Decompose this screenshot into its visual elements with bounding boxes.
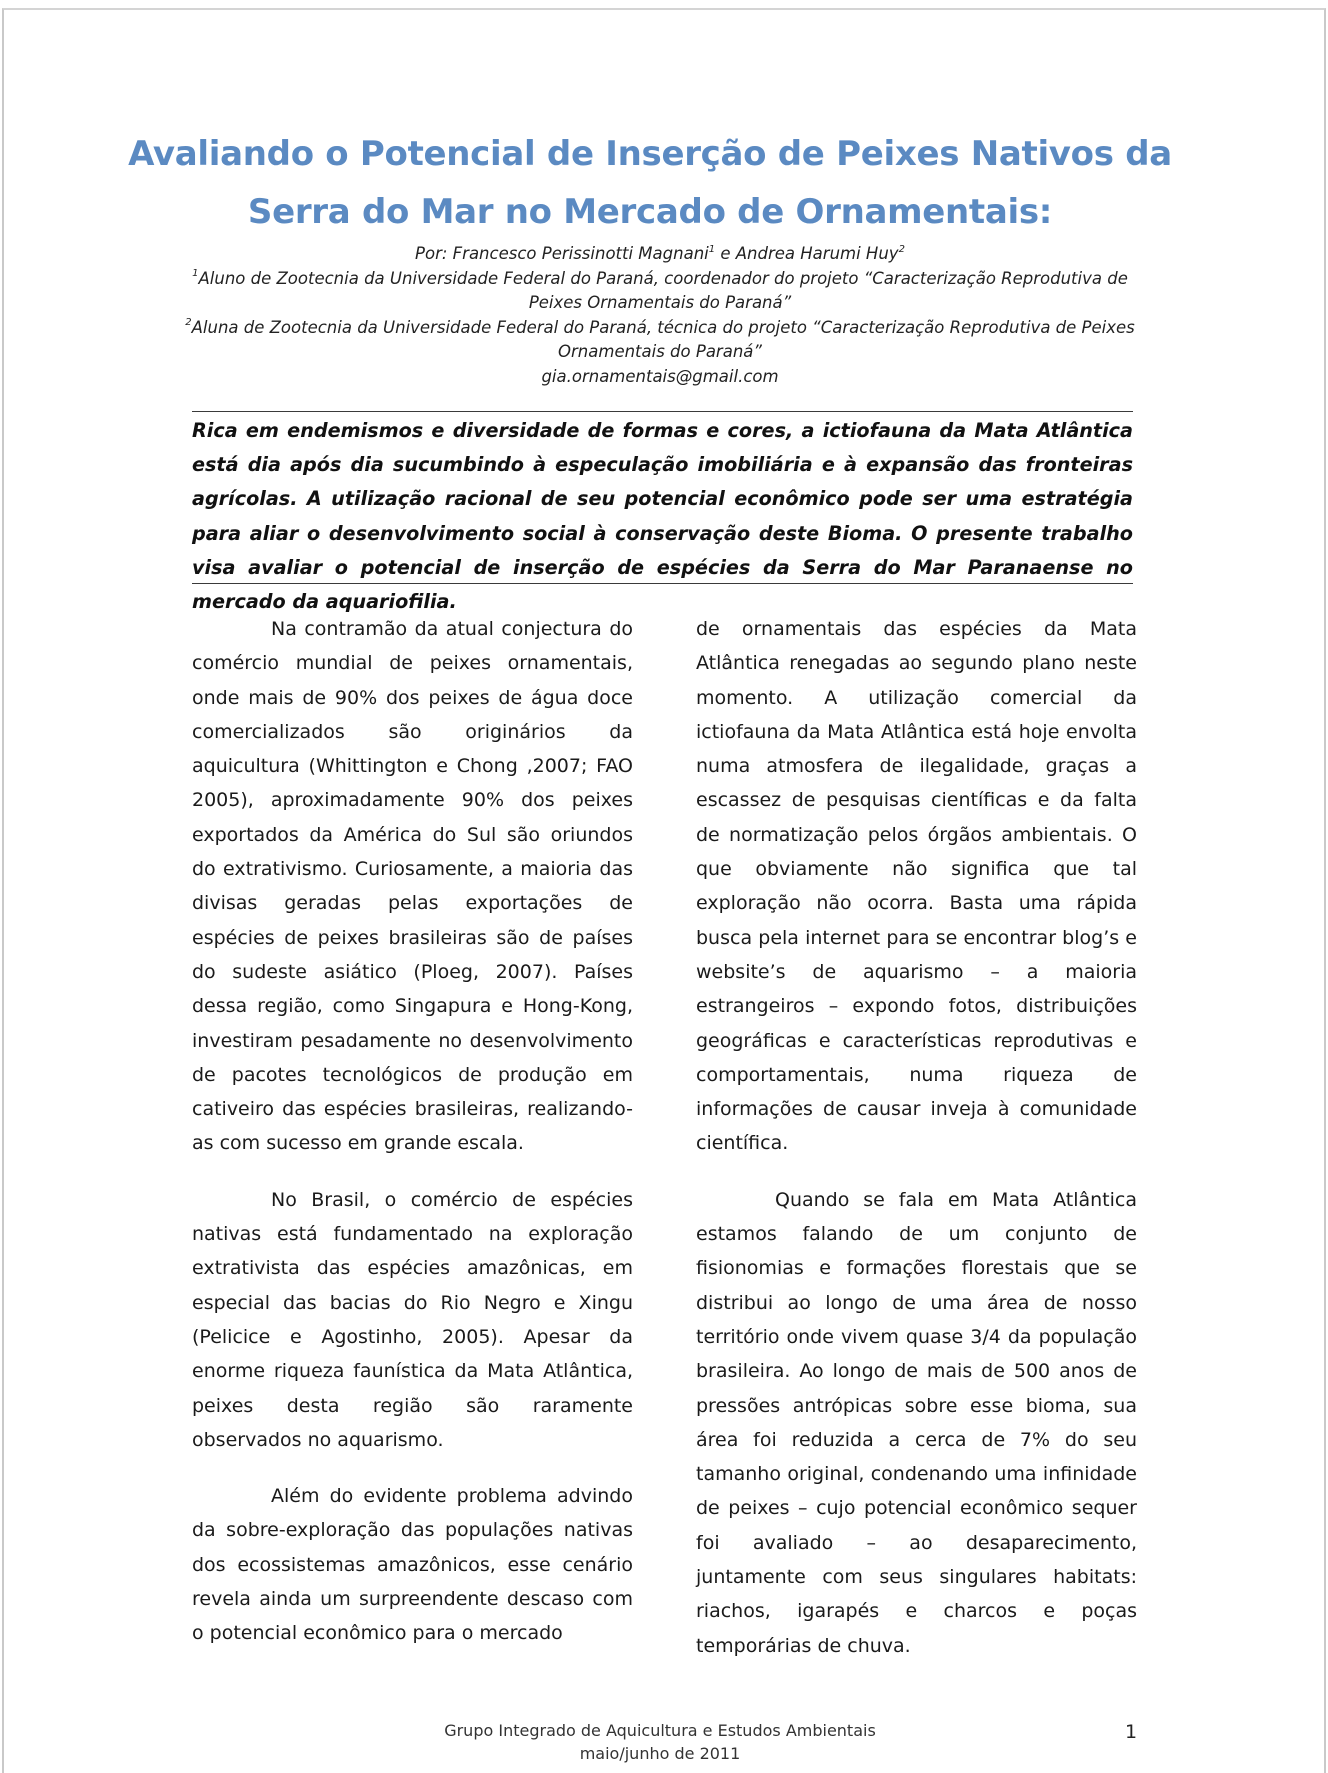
page-footer	[380, 1719, 940, 1765]
contact-email[interactable]: gia.ornamentais@gmail.com	[541, 366, 779, 386]
affiliation-2	[180, 316, 1140, 365]
title-line-1: Avaliando o Potencial de Inserção de Peixes Nativos da	[128, 134, 1172, 174]
title-line-2: Serra do Mar no Mercado de Ornamentais:	[247, 192, 1053, 232]
paragraph: Além do evidente problema advindo da sobre-exploração das populações nativas dos ecossistemas amazônicos, esse cenário revela ainda um surpreendente descaso com o potencial econômico para o mercado	[192, 1485, 633, 1645]
abstract-bottom-rule	[192, 583, 1133, 584]
footer-date: maio/junho de 2011	[579, 1744, 741, 1763]
abstract-top-rule	[192, 411, 1133, 412]
paragraph-continuation: de ornamentais das espécies da Mata Atlântica renegadas ao segundo plano neste momento. A utilização comercial da ictiofauna da Mata Atlântica está hoje envolta numa atmosfera de ilegalidade, graças a escassez de pesquisas científicas e da falta de normatização pelos órgãos ambientais. O que obviamente não significa que tal exploração não ocorra. Basta uma rápida busca pela internet para se encontrar blog’s e website’s de aquarismo – a maioria estrangeiros – expondo fotos, distribuições geográficas e características reprodutivas e comportamentais, numa riqueza de informações de causar inveja à comunidade científica.	[696, 618, 1137, 1155]
affiliation-2-sup: 2	[185, 317, 192, 328]
byline-author-1: Por: Francesco Perissinotti Magnani	[415, 244, 709, 263]
page-number: 1	[1125, 1721, 1138, 1743]
byline-sup-1: 1	[708, 243, 716, 255]
footer-organization: Grupo Integrado de Aquicultura e Estudos Ambientais	[444, 1721, 876, 1740]
paragraph: Quando se fala em Mata Atlântica estamos falando de um conjunto de fisionomias e formações florestais que se distribui ao longo de uma área de nosso território onde vivem quase 3/4 da população brasileira. Ao longo de mais de 500 anos de pressões antrópicas sobre esse bioma, sua área foi reduzida a cerca de 7% do seu tamanho original, condenando uma infinidade de peixes – cujo potencial econômico sequer foi avaliado – ao desaparecimento, juntamente com seus singulares habitats: riachos, igarapés e charcos e poças temporárias de chuva.	[696, 1188, 1137, 1657]
affiliation-2-text: Aluna de Zootecnia da Universidade Federal do Paraná, técnica do projeto “Caracterização Reprodutiva de Peixes Ornamentais do Paraná”	[191, 317, 1135, 361]
byline	[180, 242, 1140, 267]
affiliation-1-sup: 1	[192, 268, 199, 279]
article-title	[120, 125, 1180, 241]
affiliation-1-text: Aluno de Zootecnia da Universidade Federal do Paraná, coordenador do projeto “Caracterização Reprodutiva de Peixes Ornamentais do Paraná”	[198, 268, 1128, 312]
byline-author-2: e Andrea Harumi Huy	[715, 244, 899, 263]
right-column	[696, 612, 1137, 1685]
paragraph: No Brasil, o comércio de espécies nativas está fundamentado na exploração extrativista das espécies amazônicas, em especial das bacias do Rio Negro e Xingu (Pelicice e Agostinho, 2005). Apesar da enorme riqueza faunística da Mata Atlântica, peixes desta região são raramente observados no aquarismo.	[192, 1188, 633, 1451]
paragraph: Na contramão da atual conjectura do comércio mundial de peixes ornamentais, onde mais de 90% dos peixes de água doce comercializados são originários da aquicultura (Whittington e Chong ,2007; FAO 2005), aproximadamente 90% dos peixes exportados da América do Sul são oriundos do extrativismo. Curiosamente, a maioria das divisas geradas pelas exportações de espécies de peixes brasileiras são de países do sudeste asiático (Ploeg, 2007). Países dessa região, como Singapura e Hong-Kong, investiram pesadamente no desenvolvimento de pacotes tecnológicos de produção em cativeiro das espécies brasileiras, realizando-as com sucesso em grande escala.	[192, 618, 633, 1155]
authors-block	[180, 242, 1140, 389]
abstract: Rica em endemismos e diversidade de formas e cores, a ictiofauna da Mata Atlântica está dia após dia sucumbindo à especulação imobiliária e à expansão das fronteiras agrícolas. A utilização racional de seu potencial econômico pode ser uma estratégia para aliar o desenvolvimento social à conservação deste Bioma. O presente trabalho visa avaliar o potencial de inserção de espécies da Serra do Mar Paranaense no mercado da aquariofilia.	[192, 419, 1133, 614]
byline-sup-2: 2	[898, 243, 905, 255]
left-column	[192, 612, 633, 1673]
affiliation-1	[180, 267, 1140, 316]
